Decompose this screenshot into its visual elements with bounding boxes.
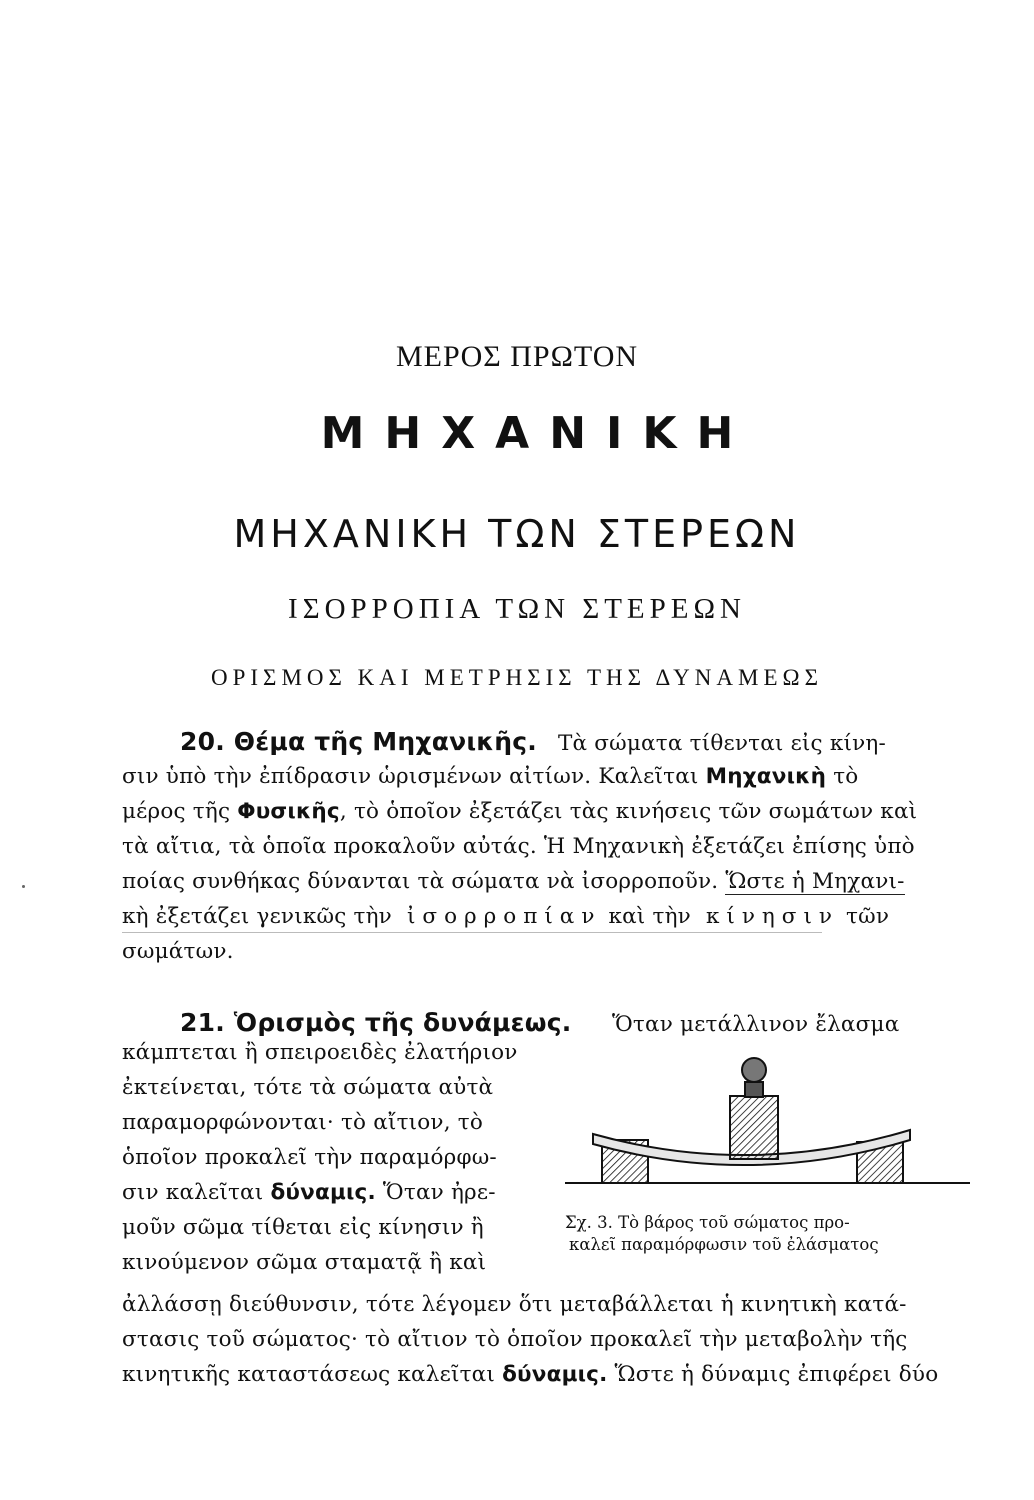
section-20-heading: 20. Θέμα τῆς Μηχανικῆς.: [180, 727, 537, 756]
subtitle-equilibrium: ΙΣΟΡΡΟΠΙΑ ΤΩΝ ΣΤΕΡΕΩΝ: [288, 593, 746, 625]
section-21-heading: 21. Ὁρισμὸς τῆς δυνάμεως.: [180, 1008, 572, 1037]
figure-bent-plate: [565, 1050, 970, 1185]
weight-neck: [745, 1082, 763, 1097]
section-21-line-1-rest: Ὅταν μετάλλινον ἔλασμα: [612, 1012, 900, 1037]
term-physics: Φυσικῆς: [237, 799, 340, 824]
text: σιν ὑπὸ τὴν ἐπίδρασιν ὡρισμένων αἰτίων. Καλεῖται: [122, 764, 699, 789]
text: τῶν: [846, 904, 890, 929]
section-21-line-4: παραμορφώνονται· τὸ αἴτιον, τὸ: [122, 1110, 484, 1135]
text: κινητικῆς καταστάσεως καλεῖται: [122, 1362, 496, 1387]
section-21-line-3: ἐκτείνεται, τότε τὰ σώματα αὐτὰ: [122, 1075, 494, 1100]
term-equilibrium: ἰσορροπίαν: [406, 904, 602, 929]
section-21-line-2: κάμπτεται ἢ σπειροειδὲς ἐλατήριον: [122, 1040, 518, 1065]
section-20-text: Τὰ σώματα τίθενται εἰς κίνη-: [557, 731, 886, 756]
margin-mark: [22, 885, 25, 888]
term-mechanics: Μηχανικὴ: [705, 764, 827, 789]
caption-line-2: καλεῖ παραμόρφωσιν τοῦ ἐλάσματος: [569, 1235, 879, 1254]
text: Ὥστε ἡ δύναμις ἐπιφέρει δύο: [614, 1362, 939, 1387]
section-20-line-2: [122, 762, 858, 792]
section-21-line-1: [180, 1008, 571, 1040]
section-21-line-9: ἀλλάσσῃ διεύθυνσιν, τότε λέγομεν ὅτι μεταβάλλεται ἡ κινητικὴ κατά-: [122, 1292, 907, 1317]
part-label: ΜΕΡΟΣ ΠΡΩΤΟΝ: [395, 340, 639, 373]
text: σιν καλεῖται: [122, 1180, 264, 1205]
text: καὶ τὴν: [608, 904, 691, 929]
section-21-line-8: κινούμενον σῶμα σταματᾷ ἢ καὶ: [122, 1250, 487, 1275]
text: ποίας συνθήκας δύνανται τὰ σώματα νὰ ἰσορροποῦν.: [122, 869, 719, 894]
text: κὴ ἐξετάζει γενικῶς τὴν: [122, 904, 392, 929]
text: τὸ: [833, 764, 859, 789]
text: Ὥστε ἡ Μηχανι-: [725, 869, 905, 894]
text: , τὸ ὁποῖον ἐξετάζει τὰς κινήσεις τῶν σωμάτων καὶ: [339, 799, 918, 824]
section-21-line-7: μοῦν σῶμα τίθεται εἰς κίνησιν ἢ: [122, 1215, 484, 1240]
section-21-line-10: στασις τοῦ σώματος· τὸ αἴτιον τὸ ὁποῖον προκαλεῖ τὴν μεταβολὴν τῆς: [122, 1327, 908, 1352]
weight-block: [730, 1096, 778, 1159]
section-20-line-5: [122, 867, 905, 897]
section-21-line-5: ὁποῖον προκαλεῖ τὴν παραμόρφω-: [122, 1145, 497, 1170]
section-20-line-7: σωμάτων.: [122, 939, 234, 964]
main-title: ΜΗΧΑΝΙΚΗ: [320, 408, 754, 459]
text: μέρος τῆς: [122, 799, 231, 824]
weight-knob: [742, 1058, 766, 1082]
term-motion: κίνησιν: [705, 904, 839, 929]
section-20-line-3: [122, 797, 917, 827]
term-force: δύναμις.: [502, 1362, 608, 1387]
section-20-line-4: τὰ αἴτια, τὰ ὁποῖα προκαλοῦν αὐτάς. Ἡ Μηχανικὴ ἐξετάζει ἐπίσης ὑπὸ: [122, 834, 915, 859]
section-20-line-6: [122, 902, 889, 932]
caption-line-1: Σχ. 3. Τὸ βάρος τοῦ σώματος προ-: [565, 1213, 850, 1232]
pencil-underline: [122, 932, 822, 933]
subtitle-force-definition: ΟΡΙΣΜΟΣ ΚΑΙ ΜΕΤΡΗΣΙΣ ΤΗΣ ΔΥΝΑΜΕΩΣ: [211, 665, 823, 690]
subtitle-solids-mechanics: ΜΗΧΑΝΙΚΗ ΤΩΝ ΣΤΕΡΕΩΝ: [233, 512, 801, 556]
term-force: δύναμις.: [270, 1180, 376, 1205]
figure-caption: [565, 1212, 965, 1256]
section-21-line-11: [122, 1360, 938, 1390]
section-20-line-1: [180, 727, 886, 759]
text: Ὅταν ἠρε-: [382, 1180, 496, 1205]
section-21-line-6: [122, 1178, 496, 1208]
